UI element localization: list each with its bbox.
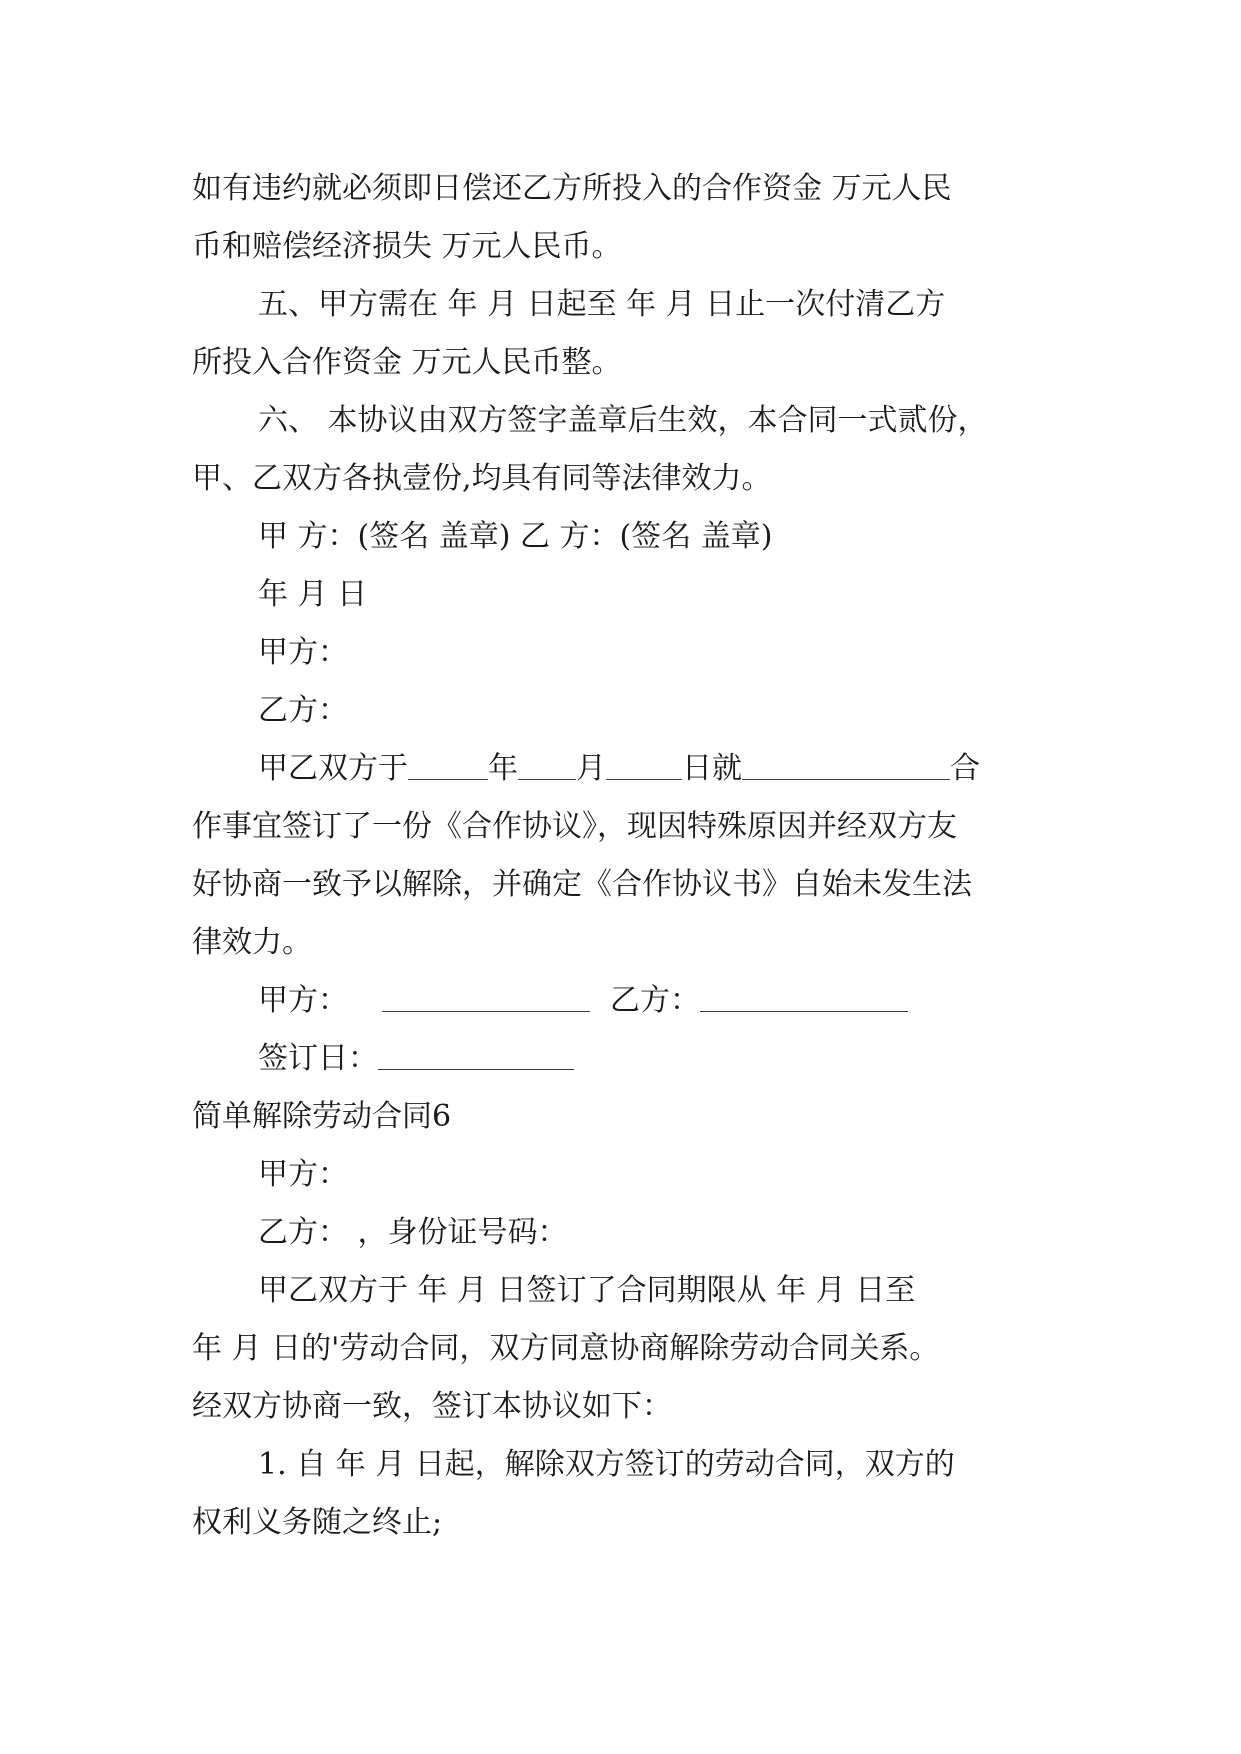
sign-party-b-label: 乙方：: [610, 983, 700, 1018]
sign-party-b-blank: [700, 981, 908, 1012]
blank-date-month-label: 月: [576, 751, 606, 786]
blank-date-line: [192, 740, 1052, 798]
party-b-id-line: 乙方： ，身份证号码：: [258, 1215, 568, 1250]
sign-date-blank: [378, 1039, 574, 1070]
clause-one: 1. 自 年 月 日起，解除双方签订的劳动合同，双方的: [258, 1447, 955, 1482]
document-body: [192, 160, 1052, 1552]
paragraph-line: 所投入合作资金 万元人民币整。: [192, 345, 622, 380]
party-b-line: 乙方：: [258, 693, 348, 728]
paragraph-line: 币和赔偿经济损失 万元人民币。: [192, 229, 622, 264]
paragraph-line: 好协商一致予以解除，并确定《合作协议书》自始未发生法: [192, 867, 972, 902]
section-heading: 简单解除劳动合同6: [192, 1099, 452, 1134]
sign-date-line: [192, 1030, 1052, 1088]
blank-year: [408, 749, 488, 780]
paragraph-line: 甲、乙双方各执壹份,均具有同等法律效力。: [192, 461, 772, 496]
paragraph-line: 律效力。: [192, 925, 312, 960]
paragraph-line: 如有违约就必须即日偿还乙方所投入的合作资金 万元人民: [192, 171, 952, 206]
blank-date-day-label: 日就: [682, 751, 742, 786]
blank-day: [606, 749, 682, 780]
clause-six: 六、 本协议由双方签字盖章后生效，本合同一式贰份，: [258, 403, 988, 438]
blank-date-suffix: 合: [950, 751, 980, 786]
paragraph-line: 经双方协商一致，签订本协议如下：: [192, 1389, 672, 1424]
paragraph-line: 作事宜签订了一份《合作协议》，现因特殊原因并经双方友: [192, 809, 957, 844]
signature-line: 甲 方：(签名 盖章) 乙 方：(签名 盖章): [258, 519, 773, 554]
blank-subject: [742, 749, 950, 780]
sign-party-a-label: 甲方：: [258, 983, 348, 1018]
date-line: 年 月 日: [258, 577, 368, 612]
paragraph-line: 甲乙双方于 年 月 日签订了合同期限从 年 月 日至: [258, 1273, 916, 1308]
sign-line: [192, 972, 1052, 1030]
party-a-line: 甲方：: [258, 635, 348, 670]
blank-date-prefix: 甲乙双方于: [258, 751, 408, 786]
blank-date-year-label: 年: [488, 751, 518, 786]
clause-five: 五、甲方需在 年 月 日起至 年 月 日止一次付清乙方: [258, 287, 946, 322]
paragraph-line: 权利义务随之终止;: [192, 1505, 443, 1540]
blank-month: [518, 749, 576, 780]
paragraph-line: 年 月 日的'劳动合同，双方同意协商解除劳动合同关系。: [192, 1331, 940, 1366]
sign-date-label: 签订日：: [258, 1041, 378, 1076]
party-a-line: 甲方：: [258, 1157, 348, 1192]
sign-party-a-blank: [382, 981, 590, 1012]
